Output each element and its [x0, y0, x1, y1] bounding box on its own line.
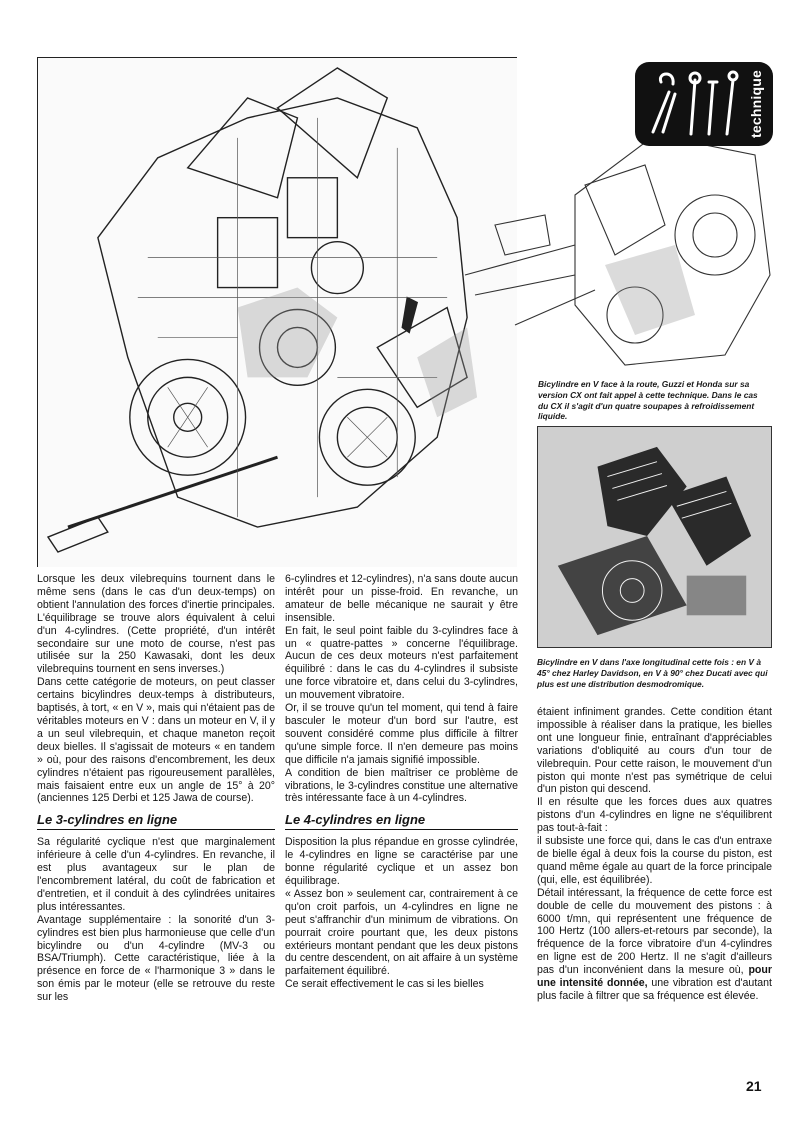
paragraph: Avantage supplémentaire : la sonorité d'un 3-cylindres est bien plus harmonieuse que celle d'un bicylindre ou d'un 4-cylindre (MV-3 ou BSA/Triumph). Cette caractéristique, liée à la présence en force de « l'harmonique 3 » dans le son émis par le moteur (elle se retrouve du reste sur les	[37, 913, 275, 1004]
technique-badge-label: technique	[748, 70, 765, 138]
page-number: 21	[746, 1078, 762, 1094]
column-1	[37, 573, 275, 1004]
longitudinal-v-twin-photo	[537, 426, 772, 648]
paragraph: En fait, le seul point faible du 3-cylindres face à un « quatre-pattes » concerne l'équilibrage. Aucun de ces deux moteurs n'est parfaitement équilibré : dans le cas du 4-cylindres il subsiste une force vibratoire et, dans celui du 3-cylindres, un mouvement vibratoire.	[285, 624, 518, 702]
paragraph: « Assez bon » seulement car, contrairement à ce qu'on croit parfois, un 4-cylindres en ligne ne peut s'affranchir d'un minimum de vibrations. On pourrait croire pourtant que, les deux pistons extérieurs montant pendant que les deux pistons du centre descendent, on ait affaire à un système parfaitement équilibré.	[285, 887, 518, 978]
paragraph: Dans cette catégorie de moteurs, on peut classer certains bicylindres deux-temps à distributeurs, baptisés, à tort, « en V », mais qui n'étaient pas de véritables moteurs en V : dans un moteur en V, il y a un seul vilebrequin, et chaque maneton reçoit deux bielles. Il s'agissait de moteurs « en tandem » où, pour des raisons d'encombrement, les deux cylindres n'étaient pas rigoureusement parallèles, mais faisaient entre eux un angle de 15° à 20° (anciennes 125 Derbi et 125 Jawa de course).	[37, 676, 275, 805]
paragraph: il subsiste une force qui, dans le cas d'un entraxe de bielle égal à deux fois la course du piston, est quand même égale au quart de la force principale (qui, elle, est équilibrée).	[537, 835, 772, 886]
caption-bottom: Bicylindre en V dans l'axe longitudinal cette fois : en V à 45° chez Harley Davidson, en V à 90° chez Ducati avec qui plus est une distribution desmodromique.	[537, 657, 768, 689]
paragraph: Lorsque les deux vilebrequins tournent dans le même sens (dans le cas d'un deux-temps) on obtient l'annulation des forces d'inertie principales. L'équilibrage se trouve alors équivalent à celui d'un 4-cylindres. (Cette propriété, d'un intérêt secondaire sur une moto de course, n'est pas utilisée sur la 250 Kawasaki, dont les deux vilebrequins tournent en sens inverses.)	[37, 573, 275, 676]
paragraph: étaient infiniment grandes. Cette condition étant impossible à réaliser dans la pratique, les bielles ont une longueur finie, entraînant d'appréciables variations d'obliquité au cours d'un tour de vilebrequin. Pour cette raison, le mouvement d'un piston qui monte n'est pas symétrique de celui d'un piston qui descend.	[537, 706, 772, 796]
tools-icon	[639, 62, 749, 146]
paragraph: Ce serait effectivement le cas si les bielles	[285, 978, 484, 991]
caption-top: Bicylindre en V face à la route, Guzzi et Honda sur sa version CX ont fait appel à cette technique. Dans le cas du CX il s'agit d'un quatre soupapes à refroidissement liquide.	[538, 379, 758, 422]
v-twin-engine-sketch	[455, 125, 773, 375]
paragraph: Disposition la plus répandue en grosse cylindrée, le 4-cylindres en ligne se caractérise par une bonne régularité cyclique et un assez bon équilibrage.	[285, 836, 518, 888]
paragraph: A condition de bien maîtriser ce problème de vibrations, le 3-cylindres constitue une alternative très intéressante face à un 4-cylindres.	[285, 766, 518, 805]
paragraph: Or, il se trouve qu'un tel moment, qui tend à faire basculer le moteur d'un bord sur l'autre, est souvent considéré comme plus difficile à filtrer qu'une simple force. Il n'en demeure pas moins que difficile n'a jamais signifié impossible.	[285, 702, 518, 766]
column-2	[285, 573, 518, 991]
bold-phrase: pour une intensité donnée,	[537, 964, 772, 990]
paragraph: Détail intéressant, la fréquence de cette force est double de celle du mouvement des pistons : à 6000 t/mn, qui représentent une fréquence de 100 Hertz (100 allers-et-retours par seconde), la fréquence de la force vibratoire d'un 4-cylindres en ligne est de 200 Hertz. Il ne s'agit d'ailleurs pas d'un inconvénient dans la mesure où, pour une intensité donnée, une vibration est d'autant plus facile à filtrer que sa fréquence est élevée.	[537, 886, 772, 1002]
paragraph: 6-cylindres et 12-cylindres), n'a sans doute aucun intérêt pour un pisse-froid. En revanche, un amateur de belle mécanique ne saurait y être insensible.	[285, 573, 518, 624]
paragraph: Il en résulte que les forces dues aux quatres pistons d'un 4-cylindres en ligne ne s'équilibrent pas tout-à-fait :	[537, 796, 772, 835]
engine-cutaway-illustration	[37, 57, 517, 567]
section-heading-3-cylindres: Le 3-cylindres en ligne	[37, 812, 275, 830]
column-3	[537, 706, 772, 1003]
paragraph: Sa régularité cyclique n'est que marginalement inférieure à celle d'un 4-cylindres. En revanche, il est plus avantageux sur le plan de l'encombrement latéral, du coût de fabrication et d'entretien, et il conduit à des cylindrées unitaires plus intéressantes.	[37, 836, 275, 913]
technique-badge	[635, 62, 773, 146]
section-heading-4-cylindres: Le 4-cylindres en ligne	[285, 812, 518, 830]
